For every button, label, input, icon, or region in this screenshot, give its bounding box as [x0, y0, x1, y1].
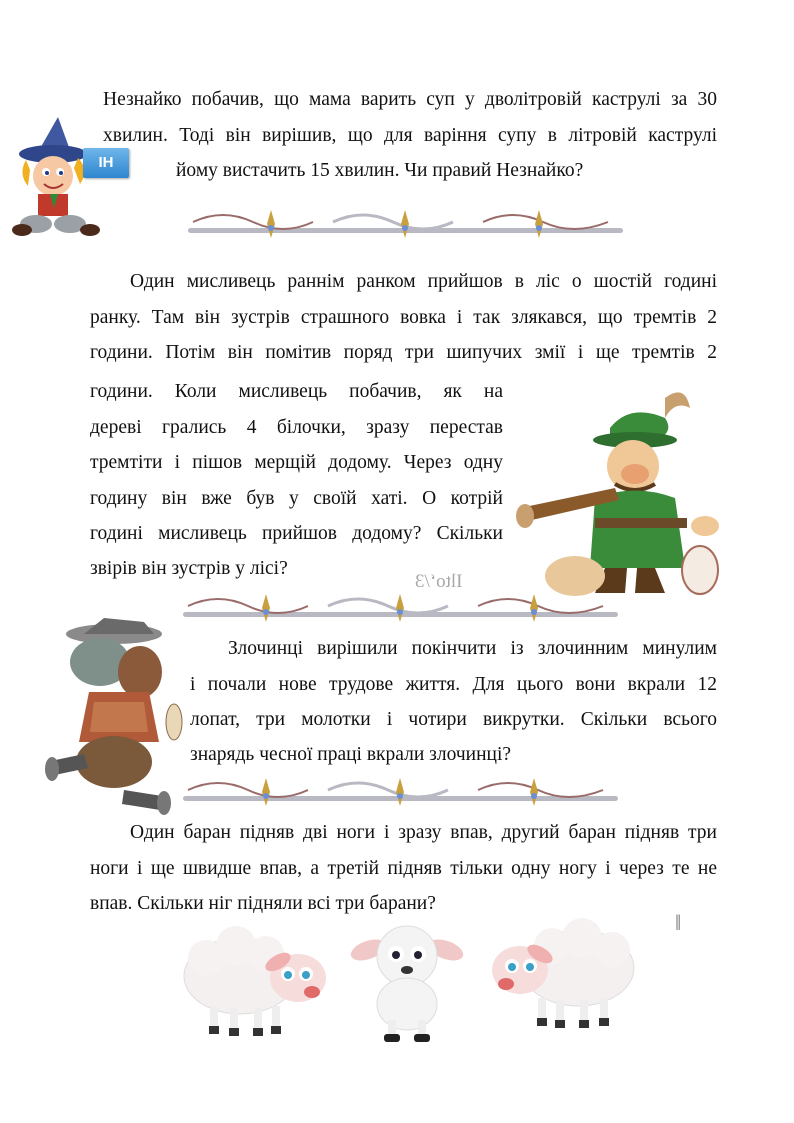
problem-1-line-3: йому вистачить 15 хвилин. Чи правий Незнайко?: [176, 160, 584, 181]
ih-badge: ІН: [83, 148, 129, 178]
problem-2-line-3: години. Потім він помітив поряд три шипучих змії і ще тремтів 2: [90, 342, 717, 363]
problem-1-line-2: хвилин. Тоді він вирішив, що для варіння супу в літровій каструлі: [103, 124, 717, 146]
sheep-left-illustration: [180, 922, 332, 1038]
problem-2-line-1: Один мисливець раннім ранком прийшов в ліс о шостій годині: [130, 271, 717, 292]
problem-2-line-5: дереві грались 4 білочки, зразу перестав: [90, 416, 503, 438]
problem-3-text: [190, 631, 717, 738]
problem-2-text-narrow: [90, 374, 503, 552]
mirrored-watermark-text: Iltoʻ/3: [415, 571, 463, 592]
problem-1-line-1: Незнайко побачив, що мама варить суп у дволітровій каструлі за 30: [103, 89, 717, 110]
ornament-divider-1: [183, 206, 628, 242]
problem-2-line-4: години. Коли мисливець побачив, як на: [90, 381, 503, 402]
problem-3-line-4: знарядь чесної праці вкрали злочинці?: [190, 744, 512, 765]
problem-2-line-6: тремтіти і пішов мерщій додому. Через одну: [90, 452, 503, 473]
sheep-right-illustration: [486, 914, 638, 1032]
problem-2-line-7: годину він вже був у своїй хаті. О котрій: [90, 487, 503, 509]
problem-2-text-wide: [90, 264, 717, 371]
problem-4-text: [90, 815, 717, 886]
problem-4-line-2: ноги і ще швидше впав, а третій підняв тільки одну ногу і через те не: [90, 857, 717, 879]
problem-4-line-3: впав. Скільки ніг підняли всі три барани?: [90, 893, 436, 914]
problem-2-line-8: годині мисливець прийшов додому? Скільки: [90, 523, 503, 544]
page-mark: ‖: [675, 910, 682, 935]
ornament-divider-3: [178, 774, 623, 810]
problem-3-line-2: і почали нове трудове життя. Для цього вони вкрали 12: [190, 673, 717, 695]
problem-1-text: [103, 82, 717, 153]
problem-4-line-1: Один баран підняв дві ноги і зразу впав, другий баран підняв три: [130, 822, 717, 843]
problem-2-line-9: звірів він зустрів у лісі?: [90, 558, 288, 579]
criminals-illustration: [44, 612, 184, 820]
ornament-divider-2: [178, 590, 623, 626]
sheep-middle-illustration: [348, 920, 466, 1044]
problem-3-line-1: Злочинці вирішили покінчити із злочинним минулим: [228, 638, 717, 659]
hunter-illustration: [515, 378, 725, 600]
problem-2-line-2: ранку. Там він зустрів страшного вовка і так злякався, що тремтів 2: [90, 306, 717, 328]
problem-3-line-3: лопат, три молотки і чотири викрутки. Скільки всього: [190, 709, 717, 730]
